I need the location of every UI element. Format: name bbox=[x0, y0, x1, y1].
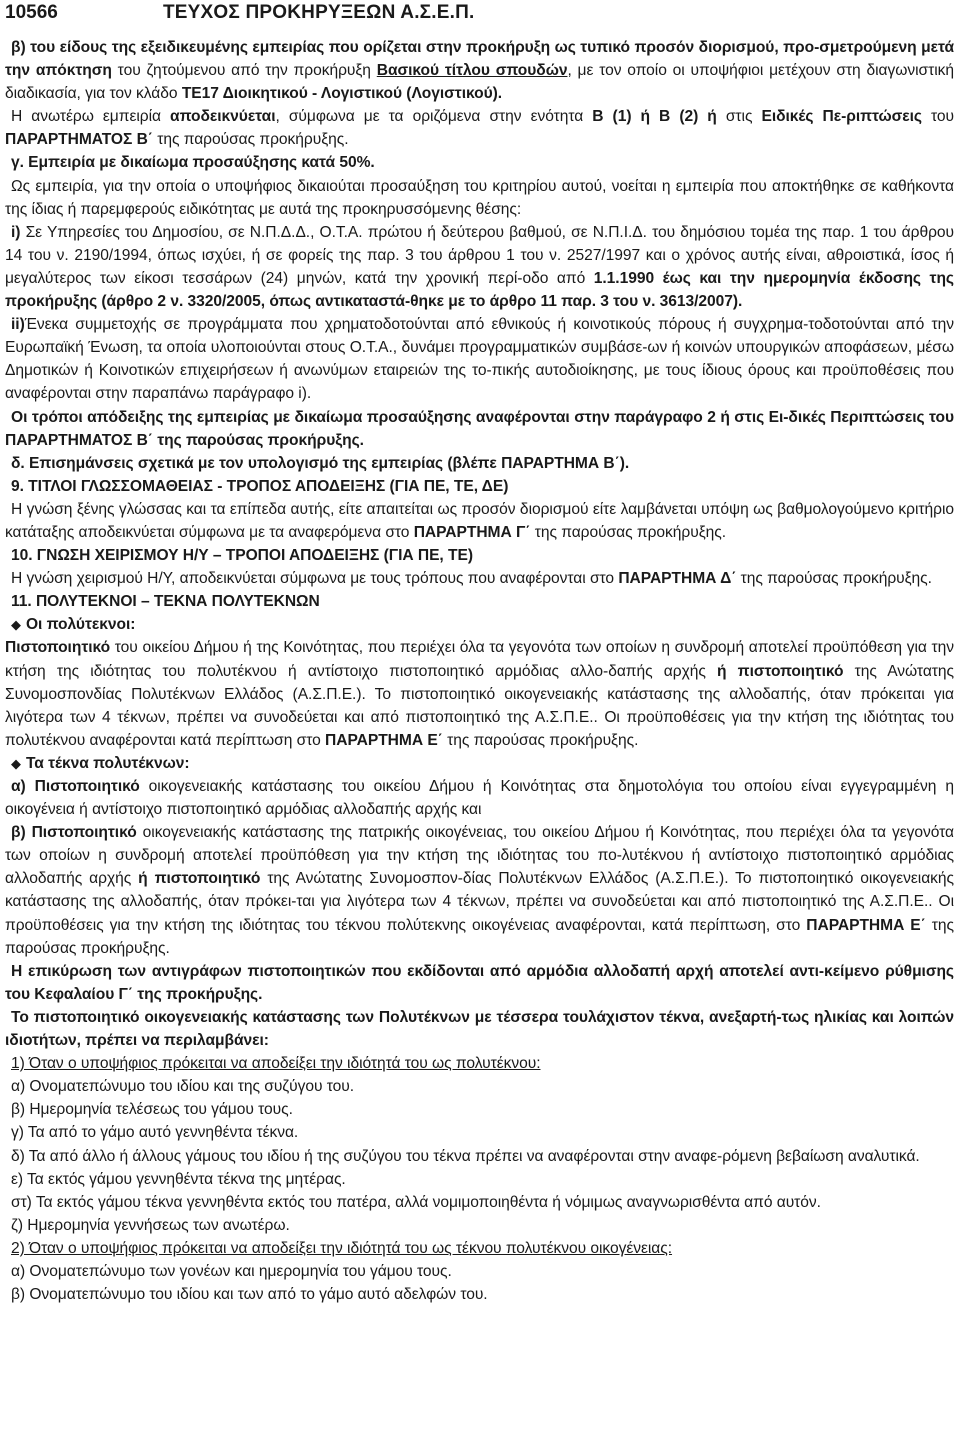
document-body bbox=[5, 36, 954, 1306]
paragraph-polyteknoi-certificate: Πιστοποιητικό του οικείου Δήμου ή της Κοινότητας, που περιέχει όλα τα γεγονότα των οποίων η συνδρομή αποτελεί προϋπόθεση για την κτήση της ιδιότητας του πολυτέκνου ή αντίστοιχο πιστοποιητικό αρμόδιας αλλο-δαπής αρχής ή πιστοποιητικό της Ανώτατης Συνομοσπονδίας Πολυτέκνων Ελλάδος (Α.Σ.Π.Ε.). Το πιστοποιητικό οικογενειακής κατάστασης της αλλοδαπής, όταν πρόκειται για λιγότερα των 4 τέκνων, πρέπει να συνοδεύεται και από πιστοποιητικό της Α.Σ.Π.Ε.. Οι προϋποθέσεις για την κτήση της ιδιότητας του πολυτέκνου αναφέρονται κατά περίπτωση στο ΠΑΡΑΡΤΗΜΑ Ε΄ της παρούσας προκήρυξης. bbox=[5, 639, 954, 749]
heading-experience-d: δ. Επισημάνσεις σχετικά με τον υπολογισμό της εμπειρίας (βλέπε ΠΑΡΑΡΤΗΜΑ Β΄). bbox=[11, 454, 630, 472]
list-item: γ) Τα από το γάμο αυτό γεννηθέντα τέκνα. bbox=[11, 1124, 299, 1142]
list-item: δ) Τα από άλλο ή άλλους γάμους του ιδίου ή της συζύγου του τέκνα πρέπει να αναφέρονται στην αναφε-ρόμενη βεβαίωση αναλυτικά. bbox=[11, 1147, 920, 1165]
section-heading-9: 9. ΤΙΤΛΟΙ ΓΛΩΣΣΟΜΑΘΕΙΑΣ - ΤΡΟΠΟΣ ΑΠΟΔΕΙΞΗΣ (ΓΙΑ ΠΕ, ΤΕ, ΔΕ) bbox=[11, 477, 509, 495]
paragraph-item-i: i) Σε Υπηρεσίες του Δημοσίου, σε Ν.Π.Δ.Δ., Ο.Τ.Α. πρώτου ή δεύτερου βαθμού, σε Ν.Π.Ι.Δ. του δημόσιου τομέα της παρ. 1 του άρθρου 14 του ν. 2190/1994, όπως ισχύει, ή σε φορείς της παρ. 3 του άρθρου 1 του ν. 2527/1997 και ο χρόνος αυτής είναι, αθροιστικά, ίσος ή μεγαλύτερος των είκοσι τεσσάρων (24) μηνών, κατά την χρονική περί-οδο από 1.1.1990 έως και την ημερομηνία έκδοσης της προκήρυξης (άρθρο 2 ν. 3320/2005, όπως αντικαταστά-θηκε με το άρθρο 11 παρ. 3 του ν. 3613/2007). bbox=[5, 223, 954, 311]
list-heading-1: 1) Όταν ο υποψήφιος πρόκειται να αποδείξει την ιδιότητά του ως πολυτέκνου: bbox=[11, 1055, 541, 1073]
list-item: β) Ημερομηνία τελέσεως του γάμου τους. bbox=[11, 1101, 293, 1119]
page-number: 10566 bbox=[5, 2, 58, 23]
paragraph-children-b: β) Πιστοποιητικό οικογενειακής κατάστασης της πατρικής οικογένειας, του οικείου Δήμου ή Κοινότητας, που περιέχει όλα τα γεγονότα των οποίων η συνδρομή αποτελεί προϋπόθεση για την κτήση της ιδιότητας του πο-λυτέκνου ή αντίστοιχο πιστοποιητικό αρμόδιας αλλοδαπής αρχής ή πιστοποιητικό της Ανώτατης Συνομοσπον-δίας Πολυτέκνων Ελλάδος (Α.Σ.Π.Ε.). Το πιστοποιητικό οικογενειακής κατάστασης της αλλοδαπής, όταν πρόκει-ται για λιγότερα των 4 τέκνων, πρέπει να συνοδεύεται και από πιστοποιητικό της Α.Σ.Π.Ε.. Οι προϋποθέσεις για την κτήση της ιδιότητας του τέκνου πολύτεκνης οικογένειας αναφέρονται, κατά περίπτωση, στο ΠΑΡΑΡΤΗΜΑ Ε΄ της παρούσας προκήρυξης. bbox=[5, 824, 955, 957]
list-item: ζ) Ημερομηνία γεννήσεως των ανωτέρω. bbox=[11, 1216, 290, 1234]
diamond-bullet-icon: ◆ bbox=[11, 755, 21, 771]
list-item: στ) Τα εκτός γάμου τέκνα γεννηθέντα εκτός του πατέρα, αλλά νομιμοποιηθέντα ή νόμιμως αναγνωρισθέντα από αυτόν. bbox=[11, 1193, 821, 1211]
paragraph-item-ii: ii)Ένεκα συμμετοχής σε προγράμματα που χρηματοδοτούνται από εθνικούς ή κοινοτικούς πόρους ή συγχρημα-τοδοτούνται από την Ευρωπαϊκή Ένωση, τα οποία υλοποιούνται στους Ο.Τ.Α., δυνάμει προγραμματικών συμβάσε-ων ή κοινών υπουργικών αποφάσεων, μέσω Δημοτικών ή Κοινοτικών επιχειρήσεων ή ανωνύμων εταιρειών της το-πικής αυτοδιοίκησης, με τους ίδιους όρους και προϋποθέσεις που αναφέρονται στην παραπάνω παράγραφο i). bbox=[5, 316, 954, 403]
paragraph-computer-skills: Η γνώση χειρισμού Η/Υ, αποδεικνύεται σύμφωνα με τους τρόπους που αναφέρονται στο ΠΑΡΑΡΤΗΜΑ Δ΄ της παρούσας προκήρυξης. bbox=[11, 570, 932, 588]
list-item: α) Ονοματεπώνυμο του ιδίου και της συζύγου του. bbox=[11, 1078, 354, 1096]
paragraph-validation: Η επικύρωση των αντιγράφων πιστοποιητικών που εκδίδονται από αρμόδια αλλοδαπή αρχή αποτελεί αντι-κείμενο ρύθμισης του Κεφαλαίου Γ΄ της προκήρυξης. bbox=[5, 962, 954, 1003]
page-header bbox=[5, 0, 954, 32]
list-item: α) Ονοματεπώνυμο των γονέων και ημερομηνία του γάμου τους. bbox=[11, 1262, 452, 1280]
subheading-children: ◆ Τα τέκνα πολυτέκνων: bbox=[11, 754, 190, 772]
paragraph-proof-methods: Οι τρόποι απόδειξης της εμπειρίας με δικαίωμα προσαύξησης αναφέρονται στην παράγραφο 2 ή στις Ει-δικές Περιπτώσεις του ΠΑΡΑΡΤΗΜΑΤΟΣ Β΄ της παρούσας προκήρυξης. bbox=[5, 408, 954, 449]
paragraph-children-a: α) Πιστοποιητικό οικογενειακής κατάστασης του οικείου Δήμου ή Κοινότητας στα δημοτολόγια του οποίου είναι εγγεγραμμένη η οικογένεια ή αντίστοιχο πιστοποιητικό αρμόδιας αλλοδαπής αρχής και bbox=[5, 778, 954, 819]
paragraph-family-status: Το πιστοποιητικό οικογενειακής κατάστασης των Πολυτέκνων με τέσσερα τουλάχιστον τέκνα, ανεξαρτή-τως ηλικίας και λοιπών ιδιοτήτων, πρέπει να περιλαμβάνει: bbox=[5, 1008, 954, 1050]
paragraph-proof: Η ανωτέρω εμπειρία αποδεικνύεται, σύμφωνα με τα οριζόμενα στην ενότητα Β (1) ή Β (2) ή στις Ειδικές Πε-ριπτώσεις του ΠΑΡΑΡΤΗΜΑΤΟΣ Β΄ της παρούσας προκήρυξης. bbox=[5, 108, 954, 149]
subheading-polyteknoi: ◆ Οι πολύτεκνοι: bbox=[11, 616, 136, 634]
list-item: β) Ονοματεπώνυμο του ιδίου και των από το γάμο αυτό αδελφών του. bbox=[11, 1286, 488, 1304]
list-heading-2: 2) Όταν ο υποψήφιος πρόκειται να αποδείξει την ιδιότητά του ως τέκνου πολυτέκνου οικογένειας: bbox=[11, 1239, 673, 1257]
section-heading-10: 10. ΓΝΩΣΗ ΧΕΙΡΙΣΜΟΥ Η/Υ – ΤΡΟΠΟΙ ΑΠΟΔΕΙΞΗΣ (ΓΙΑ ΠΕ, ΤΕ) bbox=[11, 547, 473, 565]
section-heading-11: 11. ΠΟΛΥΤΕΚΝΟΙ – ΤΕΚΝΑ ΠΟΛΥΤΕΚΝΩΝ bbox=[11, 593, 320, 611]
heading-experience-c: γ. Εμπειρία με δικαίωμα προσαύξησης κατά 50%. bbox=[11, 154, 375, 172]
diamond-bullet-icon: ◆ bbox=[11, 617, 21, 633]
paragraph-experience-definition: Ως εμπειρία, για την οποία ο υποψήφιος δικαιούται προσαύξηση του κριτηρίου αυτού, νοείται η εμπειρία που αποκτήθηκε σε καθήκοντα της ίδιας ή παρεμφερούς ειδικότητας με αυτά της προκηρυσσόμενης θέσης: bbox=[5, 177, 954, 218]
issue-title: ΤΕΥΧΟΣ ΠΡΟΚΗΡΥΞΕΩΝ Α.Σ.Ε.Π. bbox=[163, 2, 475, 23]
paragraph-language: Η γνώση ξένης γλώσσας και τα επίπεδα αυτής, είτε απαιτείται ως προσόν διορισμού είτε λαμβάνεται υπόψη ως βαθμολογούμενο κριτήριο κατάταξης αποδεικνύεται σύμφωνα με τα αναφερόμενα στο ΠΑΡΑΡΤΗΜΑ Γ΄ της παρούσας προκήρυξης. bbox=[5, 500, 954, 541]
paragraph-experience-b: β) του είδους της εξειδικευμένης εμπειρίας που ορίζεται στην προκήρυξη ως τυπικό προσόν διορισμού, προ-σμετρούμενη μετά την απόκτηση του ζητούμενου από την προκήρυξη Βασικού τίτλου σπουδών, με τον οποίο οι υποψήφιοι μετέχουν στη διαγωνιστική διαδικασία, για τον κλάδο ΤΕ17 Διοικητικού - Λογιστικού (Λογιστικού). bbox=[5, 39, 954, 103]
list-item: ε) Τα εκτός γάμου γεννηθέντα τέκνα της μητέρας. bbox=[11, 1170, 346, 1188]
